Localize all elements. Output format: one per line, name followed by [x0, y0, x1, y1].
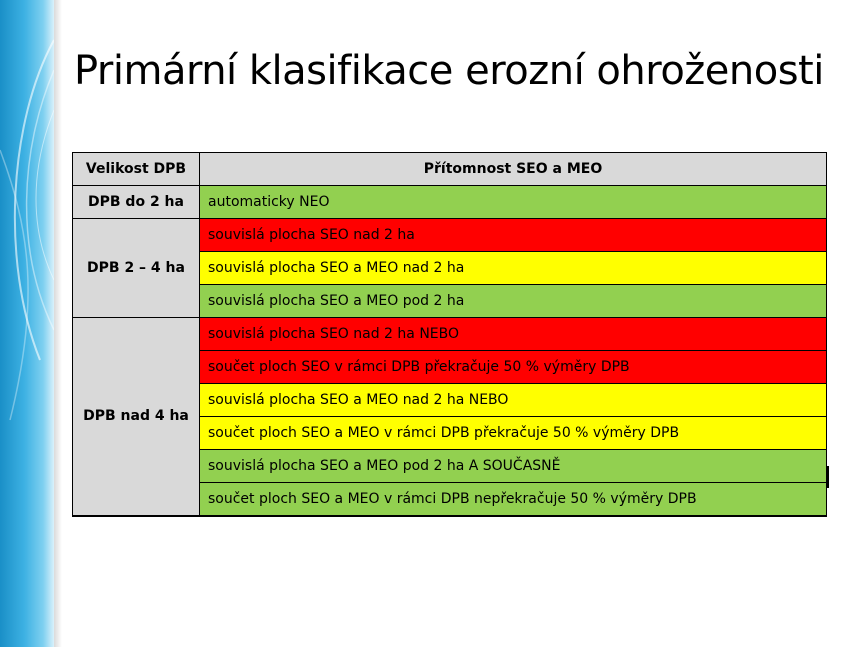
- condition-cell: souvislá plocha SEO nad 2 ha NEBO: [200, 318, 827, 351]
- condition-cell: souvislá plocha SEO a MEO pod 2 ha A SOUČASNĚ: [200, 450, 827, 483]
- side-band-shadow: [54, 0, 62, 647]
- condition-cell: automaticky NEO: [200, 186, 827, 219]
- size-cell-dpb-2-4-ha: DPB 2 – 4 ha: [73, 219, 200, 318]
- size-cell-dpb-do-2-ha: DPB do 2 ha: [73, 186, 200, 219]
- condition-cell: součet ploch SEO v rámci DPB překračuje 50 % výměry DPB: [200, 351, 827, 384]
- decorative-swirl-graphic: [0, 0, 54, 647]
- condition-cell: souvislá plocha SEO a MEO nad 2 ha NEBO: [200, 384, 827, 417]
- size-cell-dpb-nad-4-ha: DPB nad 4 ha: [73, 318, 200, 516]
- text-cursor-mark: [827, 466, 829, 488]
- table-row: [73, 219, 827, 252]
- header-seo-meo-presence: Přítomnost SEO a MEO: [200, 153, 827, 186]
- condition-cell: souvislá plocha SEO a MEO nad 2 ha: [200, 252, 827, 285]
- table-row: [73, 186, 827, 219]
- condition-cell: souvislá plocha SEO nad 2 ha: [200, 219, 827, 252]
- condition-cell: součet ploch SEO a MEO v rámci DPB překračuje 50 % výměry DPB: [200, 417, 827, 450]
- condition-cell: souvislá plocha SEO a MEO pod 2 ha: [200, 285, 827, 318]
- table-header-row: [73, 153, 827, 186]
- condition-cell: součet ploch SEO a MEO v rámci DPB nepřekračuje 50 % výměry DPB: [200, 483, 827, 516]
- slide-title: Primární klasifikace erozní ohroženosti: [74, 48, 824, 94]
- table-row: [73, 318, 827, 351]
- classification-table: [72, 152, 827, 517]
- header-dpb-size: Velikost DPB: [73, 153, 200, 186]
- decorative-side-band: [0, 0, 54, 647]
